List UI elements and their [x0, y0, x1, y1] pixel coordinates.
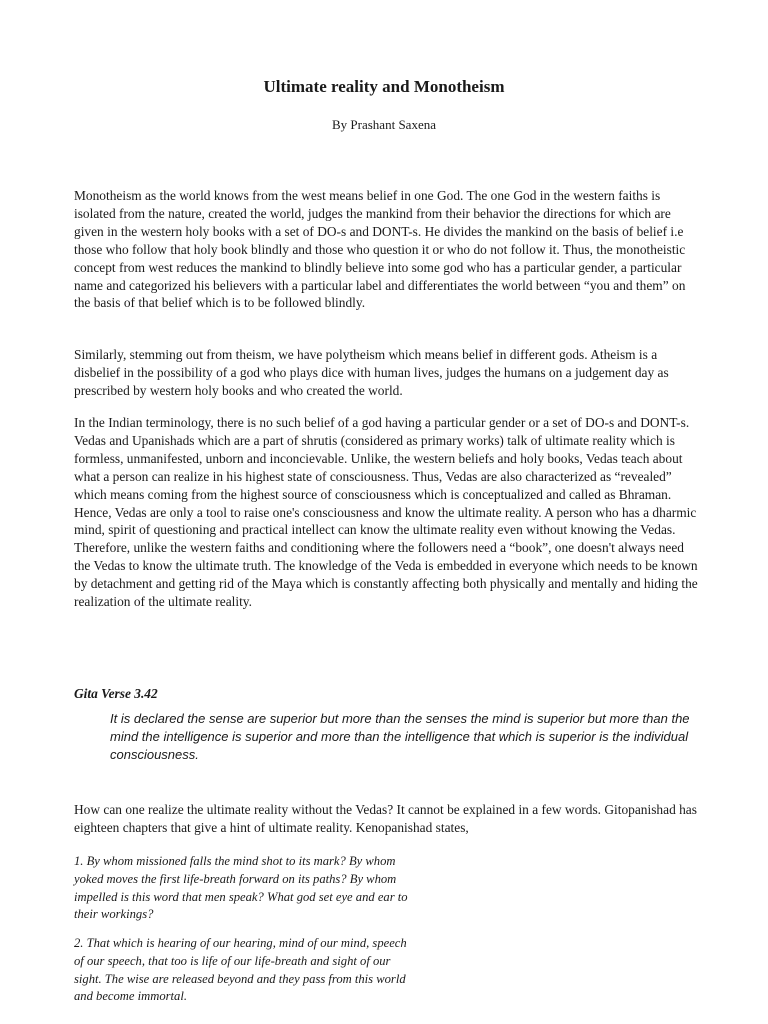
paragraph-monotheism: Monotheism as the world knows from the west means belief in one God. The one God in the western faiths is isolated from the nature, created the world, judges the mankind from their behavior the directions for which are given in the western holy books with a set of DO-s and DONT-s. He divides the mankind on the basis of belief i.e those who follow that holy book blindly and those who question it or who do not follow it. Thus, the monotheistic concept from west reduces the mankind to blindly believe into some god who has a particular gender, a particular name and categorized his believers with a particular label and differentiates the world between “you and them” on the basis of that belief which is to be followed blindly. — [74, 188, 686, 311]
paragraph-realization: How can one realize the ultimate reality without the Vedas? It cannot be explained in a few words. Gitopanishad has eighteen chapters that give a hint of ultimate reality. Kenopanishad states, — [74, 802, 697, 835]
kenopanishad-quote-1: 1. By whom missioned falls the mind shot to its mark? By whom yoked moves the first life-breath forward on its paths? By whom impelled is this word that men speak? What god set eye and ear to their workings? — [74, 854, 408, 922]
document-author: By Prashant Saxena — [332, 117, 436, 132]
paragraph-indian-terminology: In the Indian terminology, there is no such belief of a god having a particular gender or a set of DO-s and DONT-s. Vedas and Upanishads which are a part of shrutis (considered as primary works) talk of ultimate reality which is formless, unmanifested, unborn and inconcievable. Unlike, the western beliefs and holy books, Vedas teach about what a person can realize in his highest state of consciousness. Thus, Vedas are also characterized as “revealed” which means coming from the highest source of consciousness which is conceptualized and called as Bhraman. Hence, Vedas are only a tool to raise one's consciousness and know the ultimate reality. A person who has a dharmic mind, spirit of questioning and practical intellect can know the ultimate reality even without knowing the Vedas. Therefore, unlike the western faiths and conditioning where the followers need a “book”, one doesn't always need the Vedas to know the ultimate truth. The knowledge of the Veda is embedded in everyone which needs to be known by detachment and getting rid of the Maya which is constantly affecting both physically and mentally and hiding the realization of the ultimate reality. — [74, 415, 698, 610]
verse-heading: Gita Verse 3.42 — [74, 686, 158, 701]
kenopanishad-quote-2: 2. That which is hearing of our hearing, mind of our mind, speech of our speech, that too is life of our life-breath and sight of our sight. The wise are released beyond and they pass from this world and become immortal. — [74, 936, 407, 1004]
paragraph-polytheism: Similarly, stemming out from theism, we have polytheism which means belief in different gods. Atheism is a disbelief in the possibility of a god who plays dice with human lives, judges the humans on a judgement day as prescribed by western holy books and who created the world. — [74, 347, 669, 398]
document-title: Ultimate reality and Monotheism — [263, 77, 505, 96]
verse-text: It is declared the sense are superior but more than the senses the mind is superior but more than the mind the intelligence is superior and more than the intelligence that which is superior is the individual consciousness. — [110, 711, 690, 762]
